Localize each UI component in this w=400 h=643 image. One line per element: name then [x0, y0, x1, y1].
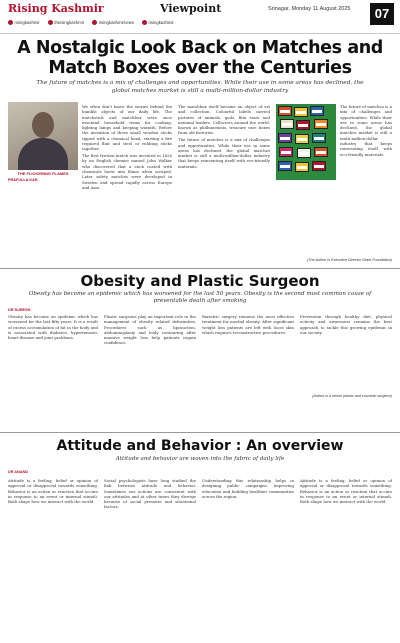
article2-paragraph: Bariatric surgery remains the most effective treatment for morbid obesity. After significant weight loss patients are left with loose skin which requires reconstructive procedures. [202, 314, 294, 335]
article3-paragraph: Attitude is a feeling, belief or opinion of approval or disapproval towards something. Behavior is an action or reaction that occurs in response to an event or internal stimuli. Both shape how we interact with the world. [300, 478, 392, 505]
matchbox-label [280, 119, 294, 129]
article3-paragraph: Understanding this relationship helps in designing public campaigns, improving education and building healthier communities across the region. [202, 478, 294, 499]
article3-column [202, 478, 294, 638]
section-divider [0, 268, 400, 269]
article2-paragraph: Plastic surgeons play an important role in the management of obesity related deformities. Procedures such as liposuction, abdominoplasty and body contouring after massive weight loss help patients regain confidence. [104, 314, 196, 346]
article1-author: PRAFULLA KAR [8, 178, 38, 182]
article1-paragraph: The first friction match was invented in 1826 by an English chemist named John Walker who discovered that a stick coated with chemicals burst into flame when scraped. Later safety matches were developed in Sweden and spread rapidly across Europe and Asia. [82, 153, 172, 190]
article1-paragraph: The future of matches is a mix of challenges and opportunities. While their use in some areas has declined, the global matches market is still a multi-million-dollar industry that keeps reinventing itself with eco-friendly materials. [340, 104, 392, 157]
matchbox-label [312, 161, 326, 171]
social-link[interactable]: risingkashmir [8, 20, 40, 25]
matchbox-label [296, 120, 310, 130]
matchbox-collage-image [276, 104, 336, 180]
social-link[interactable]: risingkashmirnews [92, 20, 134, 25]
matchbox-label [312, 133, 326, 143]
youtube-icon [92, 20, 97, 25]
page-number: 07 [370, 3, 394, 25]
matchbox-label [278, 106, 292, 116]
matchbox-label [295, 162, 309, 172]
article2-deck: Obesity has become an epidemic which has worsened for the last 50 years. Obesity is the second most common cause of preventable death after smoking [28, 291, 372, 304]
matchbox-label [314, 119, 328, 129]
article2-author: DR SURESH [8, 308, 31, 312]
article2-column [300, 314, 392, 384]
photo-shoulders [18, 138, 68, 170]
article2-headline: Obesity and Plastic Surgeon [80, 272, 320, 290]
article1-column [82, 104, 172, 268]
article3-paragraph: Attitude is a feeling, belief or opinion of approval or disapproval towards something. Behavior is an action or reaction that occurs in response to an event or internal stimuli. Both shape how we interact with the world. [8, 478, 98, 505]
article3-deck: Attitude and behavior are woven into the fabric of daily life [115, 456, 285, 462]
article3-column [8, 478, 98, 638]
article1-byline: (The Author is Executive Director Grant Foundation) [307, 258, 392, 262]
matchbox-label [294, 107, 308, 117]
article3-paragraph: Social psychologists have long studied the link between attitude and behavior. Sometimes our actions are consistent with our attitudes and at other times they diverge because of social pressure and situational factors. [104, 478, 196, 510]
article3-headline: Attitude and Behavior : An overview [56, 438, 344, 454]
twitter-icon [48, 20, 53, 25]
matchbox-label [295, 134, 309, 144]
matchbox-label [310, 106, 324, 116]
article2-paragraph: Obesity has become an epidemic which has worsened for the last fifty years. It is a result of excess accumulation of fat in the body and is associated with diabetes, hypertension, heart disease and joint problems. [8, 314, 98, 341]
article2-column [104, 314, 196, 418]
article2-column [8, 314, 98, 414]
issue-date: Srinagar, Monday 11 August 2025 [268, 6, 351, 12]
article3-column [300, 478, 392, 638]
article1-paragraph: We often don't know the stories behind the humble objects of our daily life. The matchstick and matchbox were once essential household items for cooking, lighting lamps and keeping warmth. Before the invention of these small wooden sticks tipped with a chemical head, starting a fire required flint and steel or rubbing sticks together. [82, 104, 172, 152]
article1-headline: A Nostalgic Look Back on Matches and Match Boxes over the Centuries [17, 38, 383, 78]
social-link[interactable]: risingkashmir [142, 20, 174, 25]
article1-column [340, 104, 392, 254]
article3-author: DR ANAND [8, 470, 29, 474]
article1-deck: The future of matches is a mix of challenges and opportunities. While their use in some areas has declined, the global matches market is still a multi-million-dollar industry [36, 80, 364, 94]
matchbox-label [297, 148, 311, 158]
matchbox-label [278, 161, 292, 171]
author-photo [8, 102, 78, 170]
article2-column [202, 314, 294, 418]
section-title: Viewpoint [160, 2, 222, 15]
instagram-icon [142, 20, 147, 25]
brand-logo[interactable]: Rising Kashmir [8, 2, 104, 15]
matchbox-label [279, 147, 293, 157]
photo-caption: THE FLICKERING FLAMES [17, 171, 69, 176]
article1-paragraph: The matchbox itself became an object of art and collection. Colourful labels carried pictures of animals, gods, film stars and national leaders. Collectors around the world, known as phillumenists, treasure rare boxes from old factories. [178, 104, 270, 136]
matchbox-label [314, 147, 328, 157]
section-divider [0, 432, 400, 433]
matchbox-label [278, 133, 292, 143]
social-link[interactable]: theisingkashmir [48, 20, 84, 25]
page-header [0, 0, 400, 34]
article3-column [104, 478, 196, 638]
facebook-icon [8, 20, 13, 25]
article2-paragraph: Prevention through healthy diet, physical activity and awareness remains the best approach to tackle this growing epidemic in our society. [300, 314, 392, 335]
article2-byline: (Author is a senior plastic and cosmetic surgeon) [312, 394, 392, 398]
social-links [8, 20, 363, 25]
article1-paragraph: The future of matches is a mix of challenges and opportunities. While their use in some areas has declined, the global matches market is still a multi-million-dollar industry that keeps reinventing itself with eco-friendly materials. [178, 137, 270, 169]
article1-column [178, 104, 270, 268]
photo-head [32, 112, 54, 138]
